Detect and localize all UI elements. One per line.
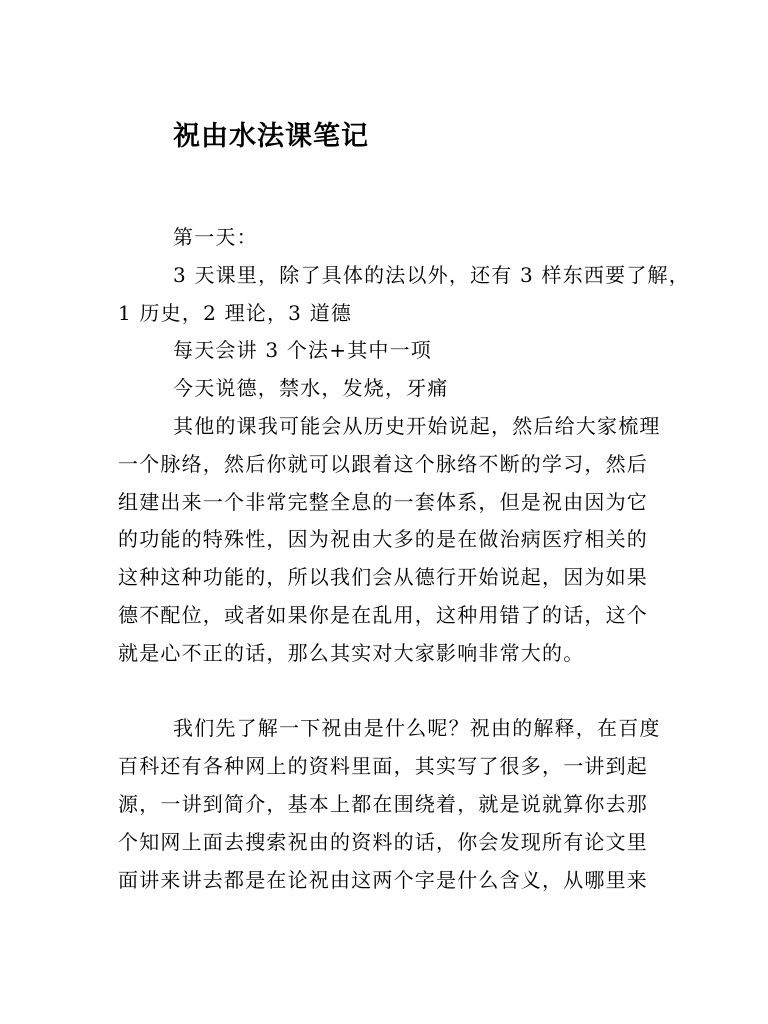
- paragraph-line: 百科还有各种网上的资料里面，其实写了很多，一讲到起: [118, 754, 648, 779]
- paragraph-line: 3 天课里，除了具体的法以外，还有 3 样东西要了解，: [173, 262, 690, 287]
- paragraph-line: 1 历史，2 理论，3 道德: [118, 300, 353, 325]
- paragraph-line: 就是心不正的话，那么其实对大家影响非常大的。: [118, 640, 585, 665]
- paragraph-line: 的功能的特殊性，因为祝由大多的是在做治病医疗相关的: [118, 527, 648, 552]
- paragraph: [118, 408, 666, 673]
- blank-line: [118, 673, 666, 711]
- paragraph-line: 个知网上面去搜索祝由的资料的话，你会发现所有论文里: [118, 829, 648, 854]
- paragraph: [118, 332, 666, 370]
- document-title: 祝由水法课笔记: [173, 121, 369, 152]
- paragraph-line: 这种这种功能的，所以我们会从德行开始说起，因为如果: [118, 565, 648, 590]
- paragraph-line: 德不配位，或者如果你是在乱用，这种用错了的话，这个: [118, 602, 648, 627]
- paragraph-line: 一个脉络，然后你就可以跟着这个脉络不断的学习，然后: [118, 451, 648, 476]
- paragraph: [118, 257, 690, 333]
- paragraph: [118, 370, 666, 408]
- paragraph-line: 组建出来一个非常完整全息的一套体系，但是祝由因为它: [118, 489, 648, 514]
- section-heading: 第一天：: [173, 225, 258, 249]
- paragraph-line: 面讲来讲去都是在论祝由这两个字是什么含义，从哪里来: [118, 867, 648, 892]
- paragraph-line: 源，一讲到简介，基本上都在围绕着，就是说就算你去那: [118, 791, 648, 816]
- paragraph-line: 每天会讲 3 个法+其中一项: [173, 338, 432, 363]
- paragraph-line: 我们先了解一下祝由是什么呢？祝由的解释，在百度: [173, 716, 661, 741]
- paragraph-line: 其他的课我可能会从历史开始说起，然后给大家梳理: [173, 413, 661, 438]
- document-body: [118, 219, 690, 899]
- paragraph-line: 今天说德，禁水，发烧，牙痛: [173, 376, 449, 401]
- paragraph: [118, 710, 666, 899]
